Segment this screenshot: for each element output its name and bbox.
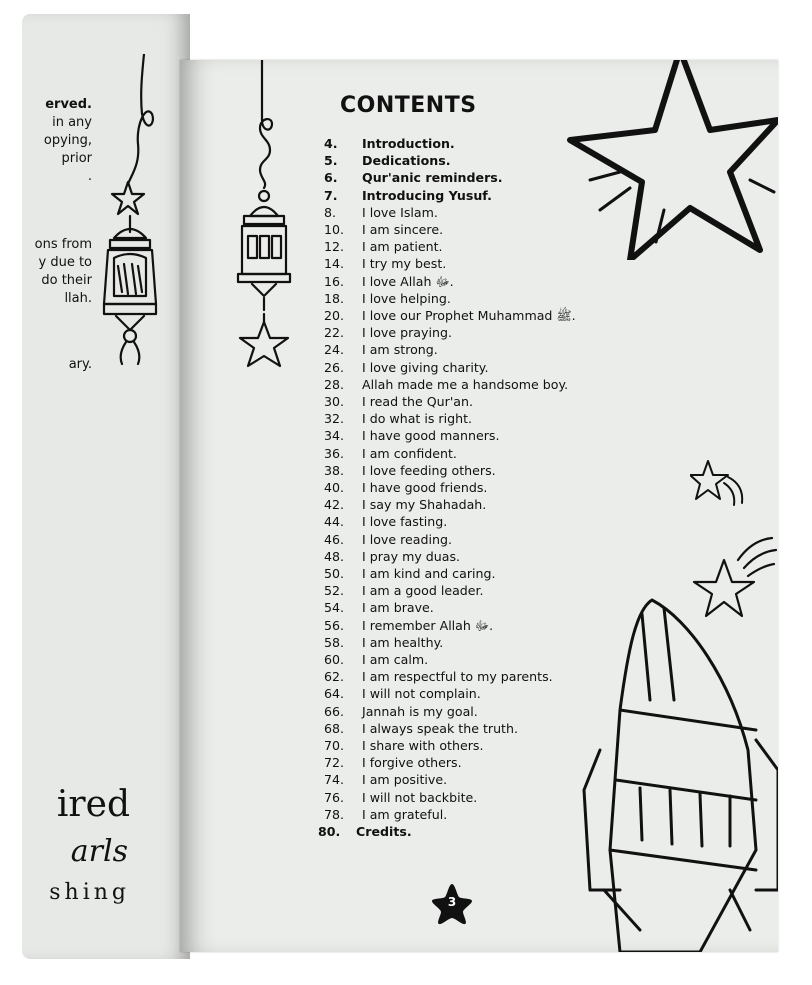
entry-title: I share with others. xyxy=(362,738,484,753)
entry-page-number: 64. xyxy=(324,686,345,702)
entry-page-number: 24. xyxy=(324,342,345,358)
list-item xyxy=(324,497,486,515)
list-item xyxy=(318,824,412,842)
list-item xyxy=(324,755,462,773)
entry-page-number: 28. xyxy=(324,376,345,392)
entry-page-number: 34. xyxy=(324,428,345,444)
list-item xyxy=(324,153,451,171)
entry-title: I am healthy. xyxy=(362,634,444,650)
rocket-icon xyxy=(580,590,778,952)
entry-page-number: 80. xyxy=(318,824,341,839)
entry-page-number: 4. xyxy=(324,136,338,151)
entry-page-number: 76. xyxy=(324,789,345,805)
list-item xyxy=(324,669,553,687)
list-item xyxy=(324,790,477,808)
entry-title: I am a good leader. xyxy=(362,583,484,599)
list-item xyxy=(324,583,484,601)
list-item xyxy=(324,342,438,360)
entry-title: I love Allah ﷻ. xyxy=(362,273,454,289)
entry-title: Credits. xyxy=(356,824,412,839)
entry-title: I love reading. xyxy=(362,531,452,547)
brand-name-line: ired xyxy=(56,784,130,825)
entry-title: I am patient. xyxy=(362,239,443,255)
entry-page-number: 40. xyxy=(324,480,345,495)
lantern-icon xyxy=(228,60,308,390)
list-item xyxy=(324,514,447,532)
left-text-fragment: prior xyxy=(61,151,92,166)
page-number-badge xyxy=(430,882,474,926)
list-item xyxy=(324,686,481,704)
left-page xyxy=(22,14,190,959)
list-item xyxy=(324,463,496,481)
entry-page-number: 7. xyxy=(324,187,338,203)
entry-title: Jannah is my goal. xyxy=(362,703,478,719)
entry-page-number: 32. xyxy=(324,411,345,427)
entry-page-number: 38. xyxy=(324,462,345,478)
list-item xyxy=(324,291,451,309)
list-item xyxy=(324,239,443,257)
entry-page-number: 26. xyxy=(324,359,345,375)
list-item xyxy=(324,532,452,550)
entry-page-number: 12. xyxy=(324,239,345,255)
entry-title: I will not complain. xyxy=(362,686,481,702)
shooting-star-icon xyxy=(690,455,750,515)
entry-page-number: 20. xyxy=(324,308,345,323)
list-item xyxy=(324,308,576,326)
entry-title: Qur'anic reminders. xyxy=(362,170,503,186)
list-item xyxy=(324,721,518,739)
entry-title: I am brave. xyxy=(362,600,434,616)
entry-page-number: 8. xyxy=(324,204,337,220)
entry-title: I am confident. xyxy=(362,445,457,461)
entry-title: I am strong. xyxy=(362,342,438,358)
entry-title: I pray my duas. xyxy=(362,548,461,564)
entry-title: I love fasting. xyxy=(362,514,448,530)
page-number: 3 xyxy=(447,895,457,909)
list-item xyxy=(324,600,434,618)
entry-page-number: 14. xyxy=(324,256,345,272)
entry-title: I do what is right. xyxy=(362,411,473,427)
entry-title: Dedications. xyxy=(362,153,451,169)
entry-title: I am positive. xyxy=(362,772,448,788)
entry-title: I have good friends. xyxy=(362,480,488,495)
entry-title: I am sincere. xyxy=(362,222,444,237)
entry-title: I am respectful to my parents. xyxy=(362,669,553,685)
left-text-fragment: do their xyxy=(41,273,92,288)
entry-title: I love helping. xyxy=(362,290,451,306)
entry-page-number: 22. xyxy=(324,325,345,341)
entry-title: I love feeding others. xyxy=(362,462,496,478)
list-item xyxy=(324,411,472,429)
entry-page-number: 6. xyxy=(324,170,338,186)
list-item xyxy=(324,618,493,636)
star-icon xyxy=(560,60,778,260)
entry-page-number: 18. xyxy=(324,290,345,306)
entry-title: Allah made me a handsome boy. xyxy=(362,376,569,392)
entry-page-number: 44. xyxy=(324,514,345,530)
list-item xyxy=(324,807,447,825)
brand-name-line: arls xyxy=(70,834,128,869)
entry-page-number: 70. xyxy=(324,738,345,753)
entry-page-number: 10. xyxy=(324,222,345,237)
list-item xyxy=(324,188,492,206)
entry-title: I love our Prophet Muhammad ﷺ. xyxy=(362,308,576,323)
list-item xyxy=(324,428,499,446)
entry-page-number: 74. xyxy=(324,772,345,788)
entry-page-number: 52. xyxy=(324,583,345,599)
entry-page-number: 54. xyxy=(324,600,345,616)
entry-page-number: 56. xyxy=(324,617,345,633)
entry-title: I say my Shahadah. xyxy=(362,497,487,513)
left-text-fragment: erved. xyxy=(45,97,92,112)
entry-page-number: 60. xyxy=(324,652,345,667)
entry-title: I try my best. xyxy=(362,256,447,272)
list-item xyxy=(324,738,483,756)
list-item xyxy=(324,394,473,412)
brand-name-line: shing xyxy=(49,880,130,905)
contents-title: CONTENTS xyxy=(340,93,477,118)
entry-title: I am kind and caring. xyxy=(362,566,496,581)
entry-page-number: 58. xyxy=(324,634,345,650)
list-item xyxy=(324,170,503,188)
entry-title: I love giving charity. xyxy=(362,359,489,375)
list-item xyxy=(324,704,478,722)
entry-page-number: 78. xyxy=(324,806,345,822)
list-item xyxy=(324,205,438,223)
left-text-fragment: ons from xyxy=(34,237,92,252)
entry-page-number: 72. xyxy=(324,755,345,771)
entry-page-number: 68. xyxy=(324,720,345,736)
entry-page-number: 50. xyxy=(324,566,345,581)
list-item xyxy=(324,446,457,464)
left-text-fragment: llah. xyxy=(64,291,92,306)
entry-title: Introduction. xyxy=(362,136,455,151)
list-item xyxy=(324,325,452,343)
left-text-fragment: ary. xyxy=(68,357,92,372)
list-item xyxy=(324,222,443,240)
entry-page-number: 66. xyxy=(324,703,345,719)
entry-title: I love Islam. xyxy=(362,204,438,220)
entry-title: I read the Qur'an. xyxy=(362,394,473,409)
list-item xyxy=(324,360,488,378)
list-item xyxy=(324,772,447,790)
left-text-fragment: . xyxy=(87,169,92,184)
entry-page-number: 46. xyxy=(324,531,345,547)
entry-page-number: 48. xyxy=(324,548,345,564)
entry-page-number: 62. xyxy=(324,669,345,685)
entry-title: I always speak the truth. xyxy=(362,720,518,736)
left-text-fragment: in any xyxy=(52,115,92,130)
list-item xyxy=(324,566,495,584)
list-item xyxy=(324,136,455,154)
entry-page-number: 42. xyxy=(324,497,345,513)
contents-page xyxy=(180,60,778,952)
entry-title: I will not backbite. xyxy=(362,789,478,805)
list-item xyxy=(324,635,443,653)
list-item xyxy=(324,274,454,292)
entry-title: I love praying. xyxy=(362,325,452,341)
list-item xyxy=(324,256,446,274)
entry-page-number: 16. xyxy=(324,273,345,289)
entry-page-number: 5. xyxy=(324,153,338,169)
left-text-fragment: opying, xyxy=(43,133,92,148)
entry-title: I forgive others. xyxy=(362,755,462,771)
entry-title: Introducing Yusuf. xyxy=(362,187,492,203)
entry-page-number: 36. xyxy=(324,445,345,461)
entry-title: I am grateful. xyxy=(362,806,448,822)
left-text-fragment: y due to xyxy=(38,255,92,270)
lantern-icon xyxy=(92,54,182,374)
list-item xyxy=(324,549,460,567)
list-item xyxy=(324,652,428,670)
entry-title: I remember Allah ﷻ. xyxy=(362,617,494,633)
entry-title: I have good manners. xyxy=(362,428,500,444)
entry-title: I am calm. xyxy=(362,652,429,667)
entry-page-number: 30. xyxy=(324,394,345,409)
list-item xyxy=(324,377,568,395)
list-item xyxy=(324,480,487,498)
